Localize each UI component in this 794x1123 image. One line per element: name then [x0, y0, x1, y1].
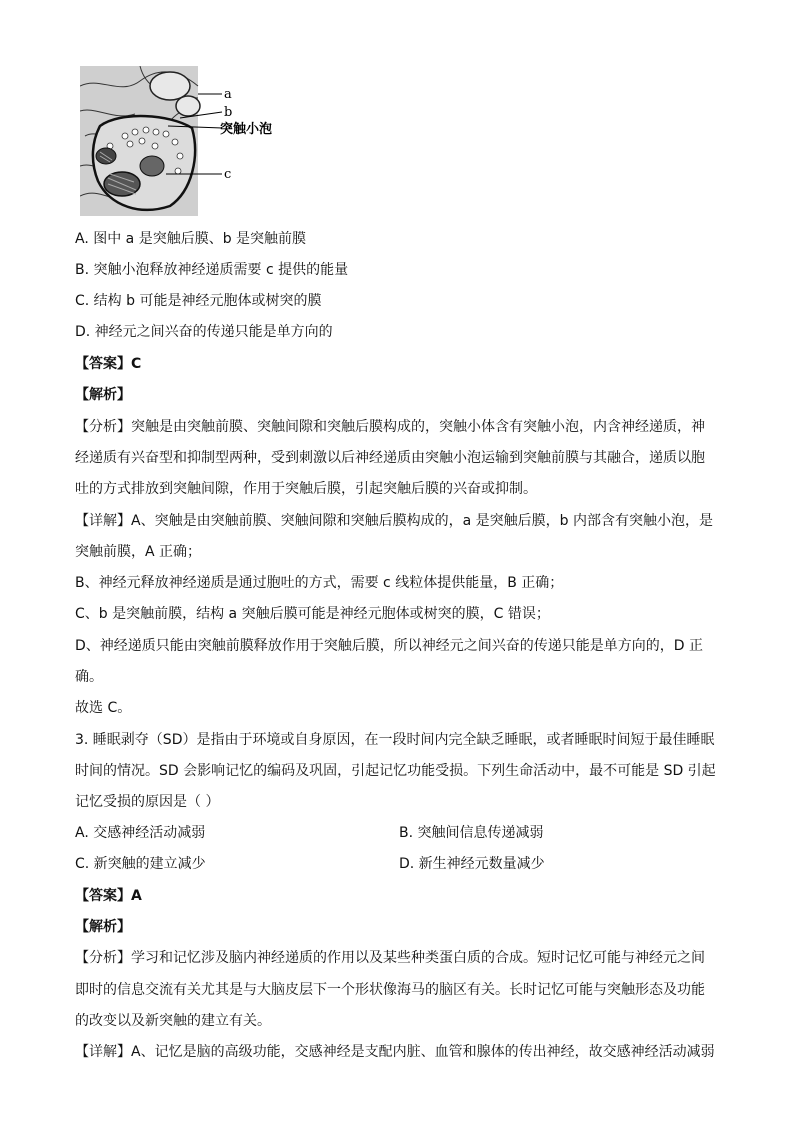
- synapse-micrograph: [80, 66, 280, 216]
- q2-detail-line: 确。: [75, 669, 103, 685]
- q3-analysis-line: 【分析】学习和记忆涉及脑内神经递质的作用以及某些种类蛋白质的合成。短时记忆可能与神经元之间: [75, 950, 705, 966]
- q3-analysis-line: 的改变以及新突触的建立有关。: [75, 1013, 271, 1029]
- label-synaptic-vesicle: 突触小泡: [220, 122, 273, 137]
- q2-detail-line: D、神经递质只能由突触前膜释放作用于突触后膜，所以神经元之间兴奋的传递只能是单方向的，D 正: [75, 638, 704, 654]
- q2-detail-line: 【详解】A、突触是由突触前膜、突触间隙和突触后膜构成的，a 是突触后膜，b 内部含有突触小泡，是: [75, 513, 713, 529]
- q3-option-d: D. 新生神经元数量减少: [399, 856, 545, 872]
- q2-analysis-title: 【解析】: [75, 387, 131, 403]
- q3-detail-line: 【详解】A、记忆是脑的高级功能，交感神经是支配内脏、血管和腺体的传出神经，故交感神经活动减弱: [75, 1044, 715, 1060]
- label-c: c: [224, 167, 232, 182]
- q3-option-a: A. 交感神经活动减弱: [75, 825, 206, 841]
- q2-option-a: A. 图中 a 是突触后膜、b 是突触前膜: [75, 231, 307, 247]
- q2-analysis-line: 吐的方式排放到突触间隙，作用于突触后膜，引起突触后膜的兴奋或抑制。: [75, 481, 537, 497]
- q3-analysis-title: 【解析】: [75, 919, 131, 935]
- q3-stem-line: 时间的情况。SD 会影响记忆的编码及巩固，引起记忆功能受损。下列生命活动中，最不可能是 SD 引起: [75, 763, 716, 779]
- q2-option-d: D. 神经元之间兴奋的传递只能是单方向的: [75, 324, 333, 340]
- label-a: a: [224, 87, 232, 102]
- q2-detail-line: B、神经元释放神经递质是通过胞吐的方式，需要 c 线粒体提供能量，B 正确；: [75, 575, 564, 591]
- q2-detail-line: 突触前膜，A 正确；: [75, 544, 202, 560]
- q2-analysis-line: 经递质有兴奋型和抑制型两种，受到刺激以后神经递质由突触小泡运输到突触前膜与其融合，递质以胞: [75, 450, 705, 466]
- q2-answer: 【答案】C: [75, 356, 142, 372]
- q3-option-b: B. 突触间信息传递减弱: [399, 825, 544, 841]
- q3-answer: 【答案】A: [75, 888, 142, 904]
- q3-stem-line: 3. 睡眠剥夺（SD）是指由于环境或自身原因，在一段时间内完全缺乏睡眠，或者睡眠时间短于最佳睡眠: [75, 732, 715, 748]
- q3-option-c: C. 新突触的建立减少: [75, 856, 206, 872]
- mitochondrion-mid: [140, 156, 164, 176]
- cell-profile-b: [176, 96, 200, 116]
- q2-analysis-line: 【分析】突触是由突触前膜、突触间隙和突触后膜构成的，突触小体含有突触小泡，内含神经递质，神: [75, 419, 705, 435]
- q2-conclusion: 故选 C。: [75, 700, 132, 716]
- q3-stem-line: 记忆受损的原因是（ ）: [75, 794, 220, 810]
- q2-detail-line: C、b 是突触前膜，结构 a 突触后膜可能是神经元胞体或树突的膜，C 错误；: [75, 606, 550, 622]
- q3-analysis-line: 即时的信息交流有关尤其是与大脑皮层下一个形状像海马的脑区有关。长时记忆可能与突触形态及功能: [75, 982, 705, 998]
- label-b: b: [224, 105, 233, 120]
- q2-option-b: B. 突触小泡释放神经递质需要 c 提供的能量: [75, 262, 349, 278]
- q2-option-c: C. 结构 b 可能是神经元胞体或树突的膜: [75, 293, 322, 309]
